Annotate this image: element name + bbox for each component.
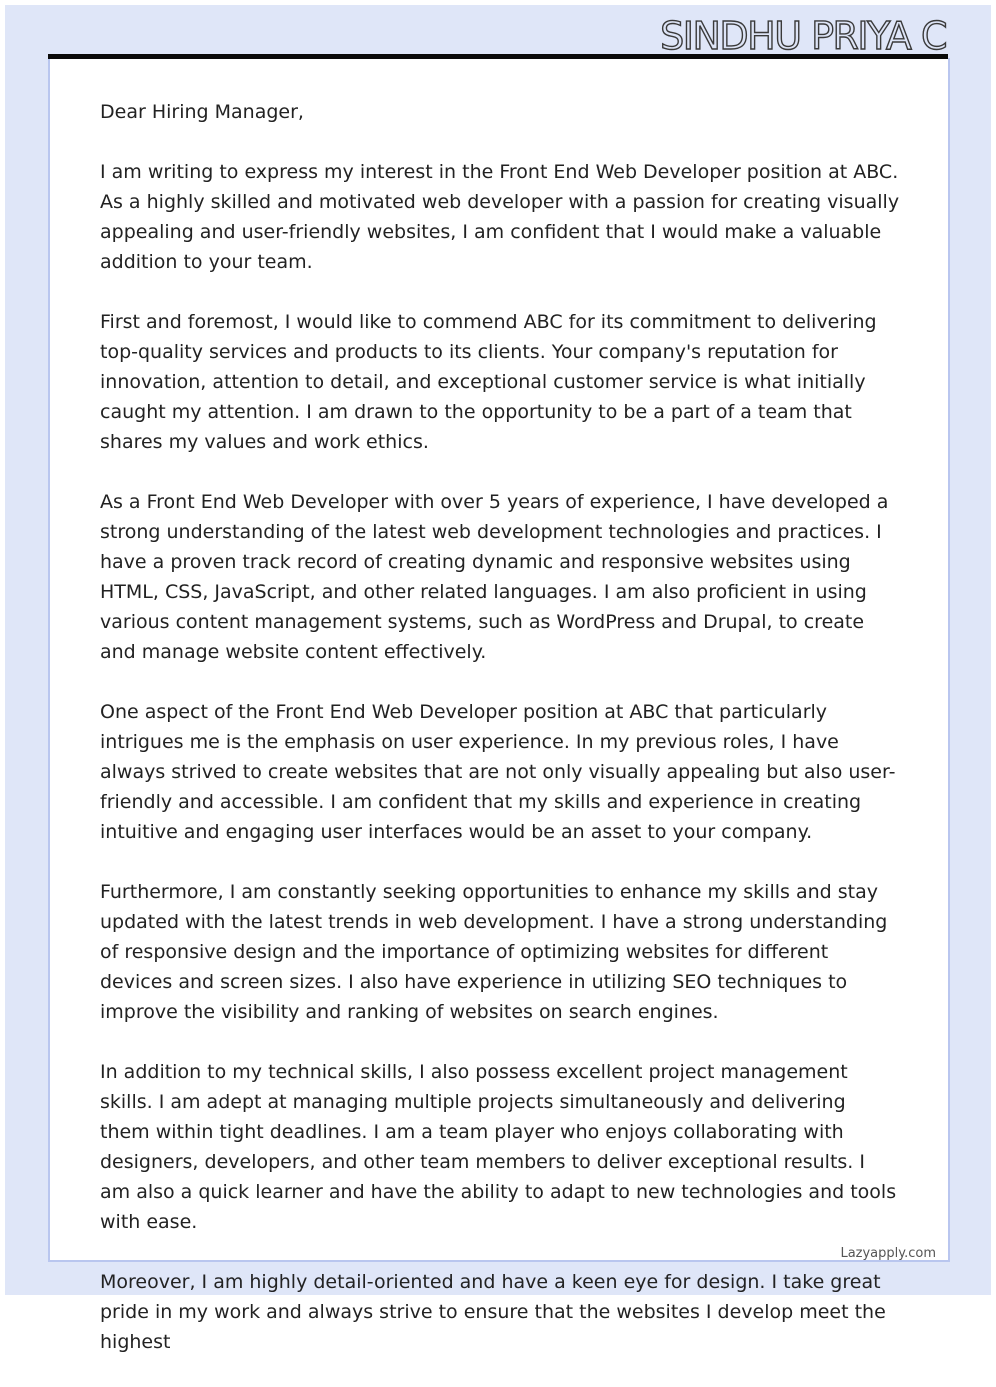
letter-paragraph: In addition to my technical skills, I also possess excellent project management skills. I am adept at managing multiple projects simultaneously and delivering them within tight deadlines. I am a team player who enjoys collaborating with designers, developers, and other team members to deliver exceptional results. I am also a quick learner and have the ability to adapt to new technologies and tools with ease. bbox=[100, 1061, 897, 1233]
letter-paragraph: As a Front End Web Developer with over 5 years of experience, I have developed a strong understanding of the latest web development technologies and practices. I have a proven track record of creating dynamic and responsive websites using HTML, CSS, JavaScript, and other related languages. I am also proficient in using various content management systems, such as WordPress and Drupal, to create and manage website content effectively. bbox=[100, 491, 889, 663]
applicant-name: SINDHU PRIYA C bbox=[660, 14, 946, 58]
letter-greeting: Dear Hiring Manager, bbox=[100, 101, 304, 123]
letter-paragraph: First and foremost, I would like to commend ABC for its commitment to delivering top-quality services and products to its clients. Your company's reputation for innovation, attention to detail, and exceptional customer service is what initially caught my attention. I am drawn to the opportunity to be a part of a team that shares my values and work ethics. bbox=[100, 311, 877, 453]
watermark-text: Lazyapply.com bbox=[840, 1246, 936, 1261]
letter-paragraph: Moreover, I am highly detail-oriented and have a keen eye for design. I take great pride in my work and always strive to ensure that the websites I develop meet the highest bbox=[100, 1271, 886, 1353]
letter-paragraph: One aspect of the Front End Web Developer position at ABC that particularly intrigues me is the emphasis on user experience. In my previous roles, I have always strived to create websites that are not only visually appealing but also user-friendly and accessible. I am confident that my skills and experience in creating intuitive and engaging user interfaces would be an asset to your company. bbox=[100, 701, 896, 843]
letter-paragraph: Furthermore, I am constantly seeking opportunities to enhance my skills and stay updated with the latest trends in web development. I have a strong understanding of responsive design and the importance of optimizing websites for different devices and screen sizes. I also have experience in utilizing SEO techniques to improve the visibility and ranking of websites on search engines. bbox=[100, 881, 888, 1023]
cover-letter-body bbox=[100, 97, 900, 1387]
letter-paragraph: I am writing to express my interest in the Front End Web Developer position at ABC. As a highly skilled and motivated web developer with a passion for creating visually appealing and user-friendly websites, I am confident that I would make a valuable addition to your team. bbox=[100, 161, 900, 273]
